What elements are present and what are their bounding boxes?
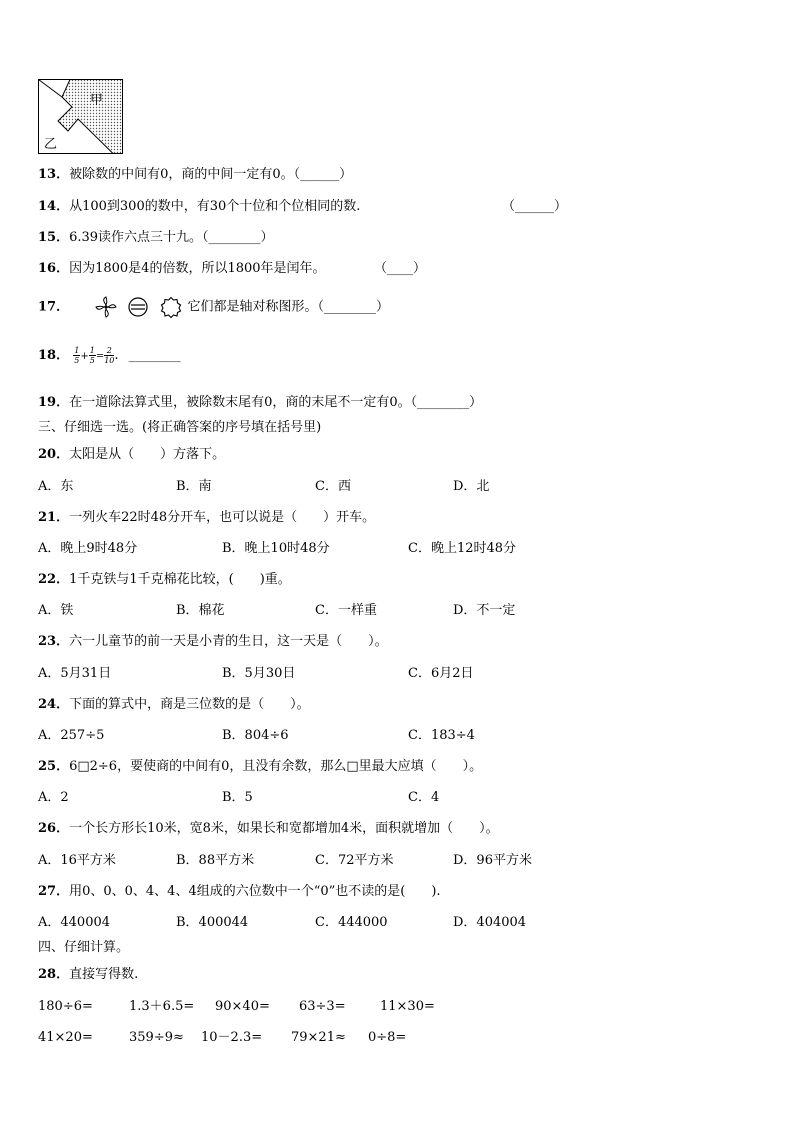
question-17 bbox=[38, 296, 389, 318]
option-b[interactable]: B．5 bbox=[222, 790, 253, 805]
question-13 bbox=[38, 166, 352, 184]
option-c[interactable]: C．一样重 bbox=[315, 603, 377, 618]
question-text: 太阳是从（ ）方落下。 bbox=[69, 447, 226, 462]
option-a[interactable]: A．5月31日 bbox=[38, 666, 112, 681]
fraction-numerator: 2 bbox=[104, 346, 114, 356]
question-14-paren-wrap bbox=[502, 198, 567, 216]
question-23 bbox=[38, 633, 388, 651]
plus-sign: + bbox=[80, 351, 89, 362]
option-d[interactable]: D．北 bbox=[453, 479, 490, 494]
calc-item[interactable]: 180÷6= bbox=[38, 999, 93, 1014]
calc-item[interactable]: 90×40= bbox=[215, 999, 270, 1014]
option-b[interactable]: B．棉花 bbox=[176, 603, 225, 618]
answer-paren[interactable]: （____） bbox=[374, 261, 427, 276]
question-text: 用0、0、0、4、4、4组成的六位数中一个“0”也不读的是( ). bbox=[69, 884, 441, 899]
answer-paren[interactable]: （________） bbox=[202, 230, 274, 245]
option-c[interactable]: C．183÷4 bbox=[408, 728, 475, 743]
question-number: 21． bbox=[38, 510, 70, 525]
answer-paren[interactable]: （________） bbox=[410, 395, 483, 410]
question-number: 18． bbox=[38, 348, 70, 363]
question-text: 直接写得数. bbox=[69, 967, 139, 982]
option-c[interactable]: C．4 bbox=[408, 790, 440, 805]
option-b[interactable]: B．400044 bbox=[176, 915, 249, 930]
option-b[interactable]: B．88平方米 bbox=[176, 853, 255, 868]
question-20 bbox=[38, 446, 225, 464]
question-number: 19． bbox=[38, 395, 70, 410]
calc-item[interactable]: 79×21≈ bbox=[291, 1030, 346, 1045]
question-27 bbox=[38, 883, 441, 901]
question-number: 24． bbox=[38, 697, 70, 712]
pinwheel-icon bbox=[95, 296, 117, 318]
question-text: 一列火车22时48分开车，也可以说是（ ）开车。 bbox=[69, 510, 376, 525]
question-19 bbox=[38, 394, 482, 412]
circle-with-lines-icon bbox=[127, 296, 149, 318]
question-number: 20． bbox=[38, 447, 70, 462]
question-number: 16． bbox=[38, 261, 70, 276]
fraction-denominator: 10 bbox=[104, 356, 115, 365]
option-b[interactable]: B．南 bbox=[176, 479, 212, 494]
option-b[interactable]: B．804÷6 bbox=[222, 728, 289, 743]
question-number: 27． bbox=[38, 884, 70, 899]
option-a[interactable]: A．东 bbox=[38, 479, 74, 494]
option-c[interactable]: C．6月2日 bbox=[408, 666, 474, 681]
question-text: 下面的算式中，商是三位数的是（ ）。 bbox=[69, 697, 310, 712]
question-25 bbox=[38, 758, 482, 776]
calc-item[interactable]: 0÷8= bbox=[368, 1030, 407, 1045]
option-a[interactable]: A．2 bbox=[38, 790, 69, 805]
question-16 bbox=[38, 260, 326, 278]
option-b[interactable]: B．晚上10时48分 bbox=[222, 541, 330, 556]
option-a[interactable]: A．16平方米 bbox=[38, 853, 116, 868]
question-text: 它们都是轴对称图形。 bbox=[187, 299, 318, 315]
question-26 bbox=[38, 820, 499, 838]
fraction-numerator: 1 bbox=[89, 346, 95, 355]
answer-paren[interactable]: （________） bbox=[317, 299, 390, 315]
calc-item[interactable]: 10－2.3= bbox=[201, 1030, 263, 1045]
section-3-heading: 三、仔细选一选。(将正确答案的序号填在括号里) bbox=[38, 420, 322, 435]
fraction-numerator: 1 bbox=[74, 346, 80, 355]
option-c[interactable]: C．晚上12时48分 bbox=[408, 541, 517, 556]
question-number: 14． bbox=[38, 199, 70, 214]
question-18 bbox=[38, 344, 181, 369]
question-number: 28． bbox=[38, 967, 70, 982]
period: . bbox=[114, 348, 119, 363]
answer-blank[interactable]: ________ bbox=[128, 348, 181, 363]
gear-shape-icon bbox=[160, 296, 182, 318]
answer-paren[interactable]: （______） bbox=[502, 199, 568, 214]
question-text: 6.39读作六点三十九。 bbox=[69, 230, 203, 245]
calc-item[interactable]: 41×20= bbox=[38, 1030, 93, 1045]
question-14 bbox=[38, 198, 360, 216]
label-yi: 乙 bbox=[44, 137, 58, 152]
question-text: 从100到300的数中，有30个十位和个位相同的数. bbox=[69, 199, 361, 214]
option-a[interactable]: A．晚上9时48分 bbox=[38, 541, 138, 556]
question-text: 被除数的中间有0，商的中间一定有0。 bbox=[69, 167, 294, 182]
question-text: 1千克铁与1千克棉花比较，( )重。 bbox=[69, 572, 291, 587]
fraction-3 bbox=[104, 346, 114, 365]
option-b[interactable]: B．5月30日 bbox=[222, 666, 296, 681]
question-22 bbox=[38, 571, 291, 589]
question-text: 6□2÷6，要使商的中间有0，且没有余数，那么□里最大应填（ ）。 bbox=[69, 759, 483, 774]
question-number: 22． bbox=[38, 572, 70, 587]
calc-item[interactable]: 359÷9≈ bbox=[129, 1030, 184, 1045]
option-c[interactable]: C．72平方米 bbox=[315, 853, 394, 868]
label-jia: 甲 bbox=[90, 93, 104, 108]
question-text: 一个长方形长10米，宽8米，如果长和宽都增加4米，面积就增加（ ）。 bbox=[69, 821, 499, 836]
option-d[interactable]: D．不一定 bbox=[453, 603, 516, 618]
question-text: 在一道除法算式里，被除数末尾有0，商的末尾不一定有0。 bbox=[69, 395, 411, 410]
option-d[interactable]: D．404004 bbox=[453, 915, 527, 930]
option-a[interactable]: A．440004 bbox=[38, 915, 111, 930]
question-21 bbox=[38, 509, 375, 527]
question-number: 17． bbox=[38, 299, 70, 315]
question-number: 15． bbox=[38, 230, 70, 245]
question-16-paren-wrap bbox=[374, 260, 426, 278]
fraction-denominator: 5 bbox=[89, 356, 95, 365]
section-4-heading: 四、仔细计算。 bbox=[38, 940, 130, 955]
option-d[interactable]: D．96平方米 bbox=[453, 853, 532, 868]
shape-figure bbox=[38, 79, 124, 155]
question-number: 13． bbox=[38, 167, 70, 182]
question-number: 23． bbox=[38, 634, 70, 649]
option-c[interactable]: C．西 bbox=[315, 479, 351, 494]
option-a[interactable]: A．257÷5 bbox=[38, 728, 105, 743]
question-24 bbox=[38, 696, 310, 714]
calc-item[interactable]: 11×30= bbox=[380, 999, 435, 1014]
calc-item[interactable]: 1.3＋6.5= bbox=[129, 999, 195, 1014]
fraction-2 bbox=[89, 346, 96, 365]
equals-sign: = bbox=[95, 351, 105, 362]
option-a[interactable]: A．铁 bbox=[38, 603, 74, 618]
calc-item[interactable]: 63÷3= bbox=[299, 999, 346, 1014]
question-number: 25． bbox=[38, 759, 70, 774]
answer-paren[interactable]: （______） bbox=[293, 167, 353, 182]
question-number: 26． bbox=[38, 821, 70, 836]
question-text: 六一儿童节的前一天是小青的生日，这一天是（ ）。 bbox=[69, 634, 388, 649]
question-text: 因为1800是4的倍数，所以1800年是闰年。 bbox=[69, 261, 326, 276]
fraction-denominator: 5 bbox=[74, 356, 80, 365]
question-15 bbox=[38, 229, 274, 247]
option-c[interactable]: C．444000 bbox=[315, 915, 388, 930]
question-28 bbox=[38, 966, 138, 984]
